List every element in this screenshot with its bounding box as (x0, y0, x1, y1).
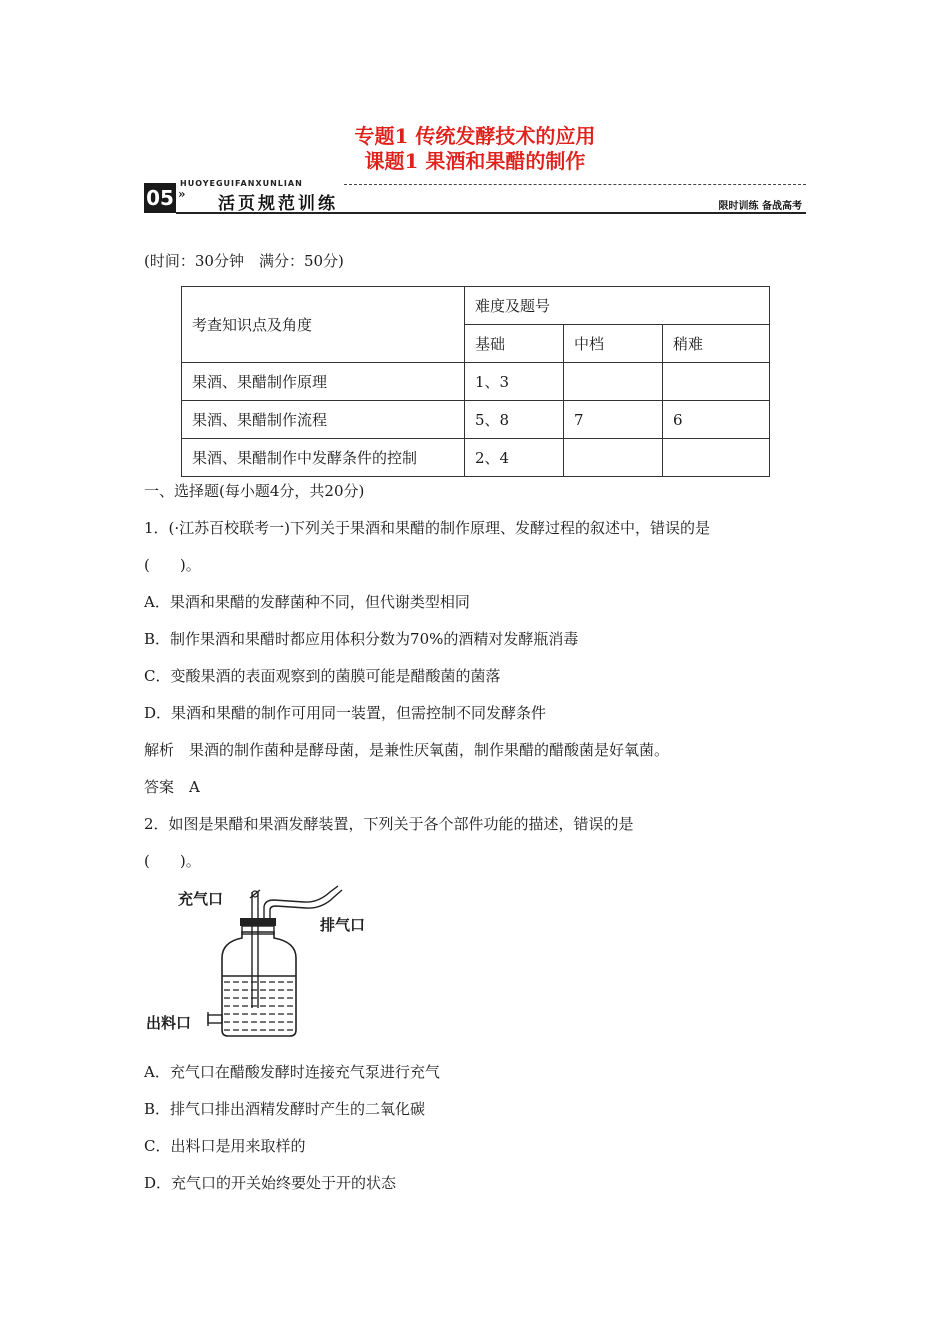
double-chevron-icon: » (178, 187, 186, 201)
table-cell (564, 439, 663, 477)
banner-slogan: 限时训练 备战高考 (718, 201, 802, 212)
question-2-option-c: C．出料口是用来取样的 (144, 1137, 306, 1155)
table-level: 基础 (465, 325, 564, 363)
section-banner (144, 179, 806, 215)
banner-name: 活页规范训练 (218, 194, 338, 214)
question-2-stem: 2．如图是果醋和果酒发酵装置，下列关于各个部件功能的描述，错误的是 (144, 815, 634, 833)
question-2-option-d: D．充气口的开关始终要处于开的状态 (144, 1174, 397, 1192)
question-1-analysis: 解析 果酒的制作菌种是酵母菌，是兼性厌氧菌，制作果醋的醋酸菌是好氧菌。 (144, 741, 670, 759)
question-1-option-d: D．果酒和果醋的制作可用同一装置，但需控制不同发酵条件 (144, 704, 547, 722)
table-row (182, 439, 770, 477)
table-cell: 6 (663, 401, 770, 439)
table-cell (663, 363, 770, 401)
table-cell: 1、3 (465, 363, 564, 401)
question-2-option-a: A．充气口在醋酸发酵时连接充气泵进行充气 (144, 1063, 440, 1081)
table-cell (564, 363, 663, 401)
outlet-label: 排气口 (320, 916, 366, 934)
banner-number: 05 (144, 183, 176, 213)
table-cell: 2、4 (465, 439, 564, 477)
discharge-label: 出料口 (146, 1014, 192, 1032)
banner-dashed-line (344, 184, 806, 185)
table-cell: 7 (564, 401, 663, 439)
table-topic: 果酒、果醋制作流程 (182, 401, 465, 439)
fermentation-apparatus-figure (144, 880, 394, 1040)
question-1-stem: 1．(·江苏百校联考一)下列关于果酒和果醋的制作原理、发酵过程的叙述中，错误的是 (144, 519, 711, 537)
document-title: 专题1 传统发酵技术的应用 (354, 124, 596, 148)
question-1-paren: ( )。 (144, 556, 201, 574)
banner-pinyin: HUOYEGUIFANXUNLIAN (180, 179, 303, 188)
table-level: 稍难 (663, 325, 770, 363)
table-topic: 果酒、果醋制作中发酵条件的控制 (182, 439, 465, 477)
table-topic: 果酒、果醋制作原理 (182, 363, 465, 401)
banner-rule (176, 212, 806, 214)
table-row (182, 401, 770, 439)
knowledge-table (181, 286, 770, 477)
time-info: (时间：30分钟 满分：50分) (144, 252, 344, 270)
table-header-topic: 考查知识点及角度 (182, 287, 465, 363)
question-1-option-b: B．制作果酒和果醋时都应用体积分数为70%的酒精对发酵瓶消毒 (144, 630, 579, 648)
question-1-option-a: A．果酒和果醋的发酵菌种不同，但代谢类型相同 (144, 593, 470, 611)
question-1-option-c: C．变酸果酒的表面观察到的菌膜可能是醋酸菌的菌落 (144, 667, 501, 685)
question-2-option-b: B．排气口排出酒精发酵时产生的二氧化碳 (144, 1100, 426, 1118)
question-1-answer: 答案 A (144, 778, 200, 796)
table-row (182, 363, 770, 401)
inlet-label: 充气口 (178, 890, 224, 908)
question-2-paren: ( )。 (144, 852, 201, 870)
table-cell: 5、8 (465, 401, 564, 439)
table-header-difficulty: 难度及题号 (465, 287, 770, 325)
document-subtitle: 课题1 果酒和果醋的制作 (364, 149, 586, 173)
section-title: 一、选择题(每小题4分，共20分) (144, 482, 365, 500)
table-cell (663, 439, 770, 477)
table-level: 中档 (564, 325, 663, 363)
